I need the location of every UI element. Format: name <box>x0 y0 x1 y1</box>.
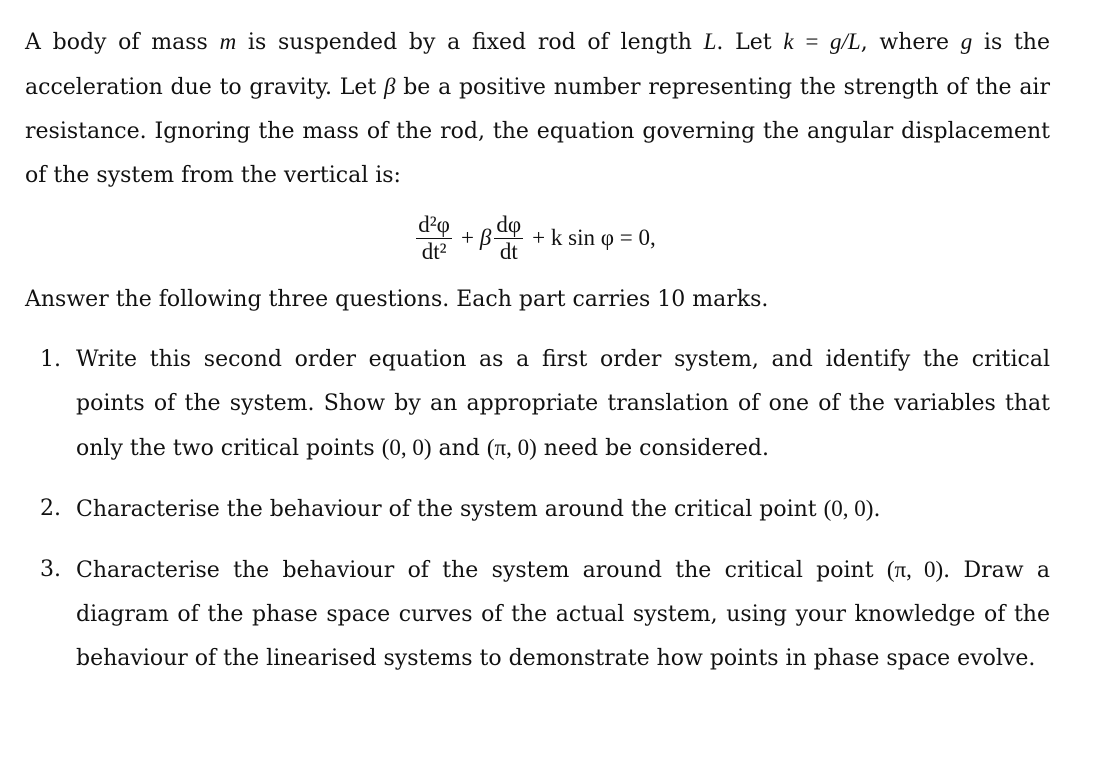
intro-paragraph <box>25 20 1050 198</box>
frac2-denominator: dt <box>499 238 518 264</box>
intro-text-3: . Let <box>716 30 784 55</box>
question-2-number: 2. <box>40 496 61 521</box>
intro-text-2: is suspended by a fixed rod of length <box>236 30 704 55</box>
frac1-numerator: d²φ <box>418 211 450 237</box>
question-1-text-2: and <box>431 436 487 461</box>
plus-sign: + <box>460 225 474 250</box>
frac2-numerator: dφ <box>496 211 522 237</box>
intro-text-1: A body of mass <box>25 30 220 55</box>
instructions-line: Answer the following three questions. Each part carries 10 marks. <box>25 287 769 312</box>
intro-text-4: , where <box>860 30 961 55</box>
question-3-text-1: Characterise the behaviour of the system around the critical point <box>76 558 887 583</box>
question-3-text-2: . Draw a diagram of the phase space curves of the actual system, using your knowledge of the behaviour of the linearised systems to demonstrate how points in phase space evolve. <box>76 558 1050 671</box>
second-derivative-fraction <box>416 212 452 265</box>
question-1 <box>25 338 1050 471</box>
length-symbol: L <box>703 29 717 54</box>
frac1-denominator: dt² <box>421 238 447 264</box>
question-1-text-1: Write this second order equation as a first order system, and identify the critical points of the system. Show by an appropriate translation of one of the variables that only the two critical points <box>76 347 1050 461</box>
question-3-number: 3. <box>40 557 61 582</box>
question-2 <box>25 487 1050 532</box>
question-2-text-1: Characterise the behaviour of the system around the critical point <box>76 497 824 522</box>
intro-text-6: be a positive number representing the strength of the air resistance. Ignoring the mass of the rod, the equation governing the angular displacement of the system from the vertical is: <box>25 75 1050 188</box>
critical-point-pi: (π, 0) <box>886 557 944 582</box>
gravity-symbol: g <box>960 29 973 54</box>
equation-remainder: + k sin φ = 0, <box>532 225 656 250</box>
k-definition: k = g/L <box>783 29 861 54</box>
mass-symbol: m <box>219 29 237 54</box>
question-3 <box>25 548 1050 681</box>
critical-point-origin: (0, 0) <box>381 435 432 460</box>
equation-beta: β <box>479 225 492 250</box>
question-1-text-3: need be considered. <box>536 436 769 461</box>
critical-point-origin: (0, 0) <box>823 496 874 521</box>
question-list <box>25 338 1050 681</box>
governing-equation <box>25 208 1050 268</box>
question-2-text-2: . <box>873 497 881 522</box>
first-derivative-fraction <box>494 212 523 265</box>
intro-text-5: is the acceleration due to gravity. Let <box>25 30 1050 100</box>
question-1-number: 1. <box>40 347 61 372</box>
beta-symbol: β <box>383 74 396 99</box>
critical-point-pi: (π, 0) <box>486 435 537 460</box>
